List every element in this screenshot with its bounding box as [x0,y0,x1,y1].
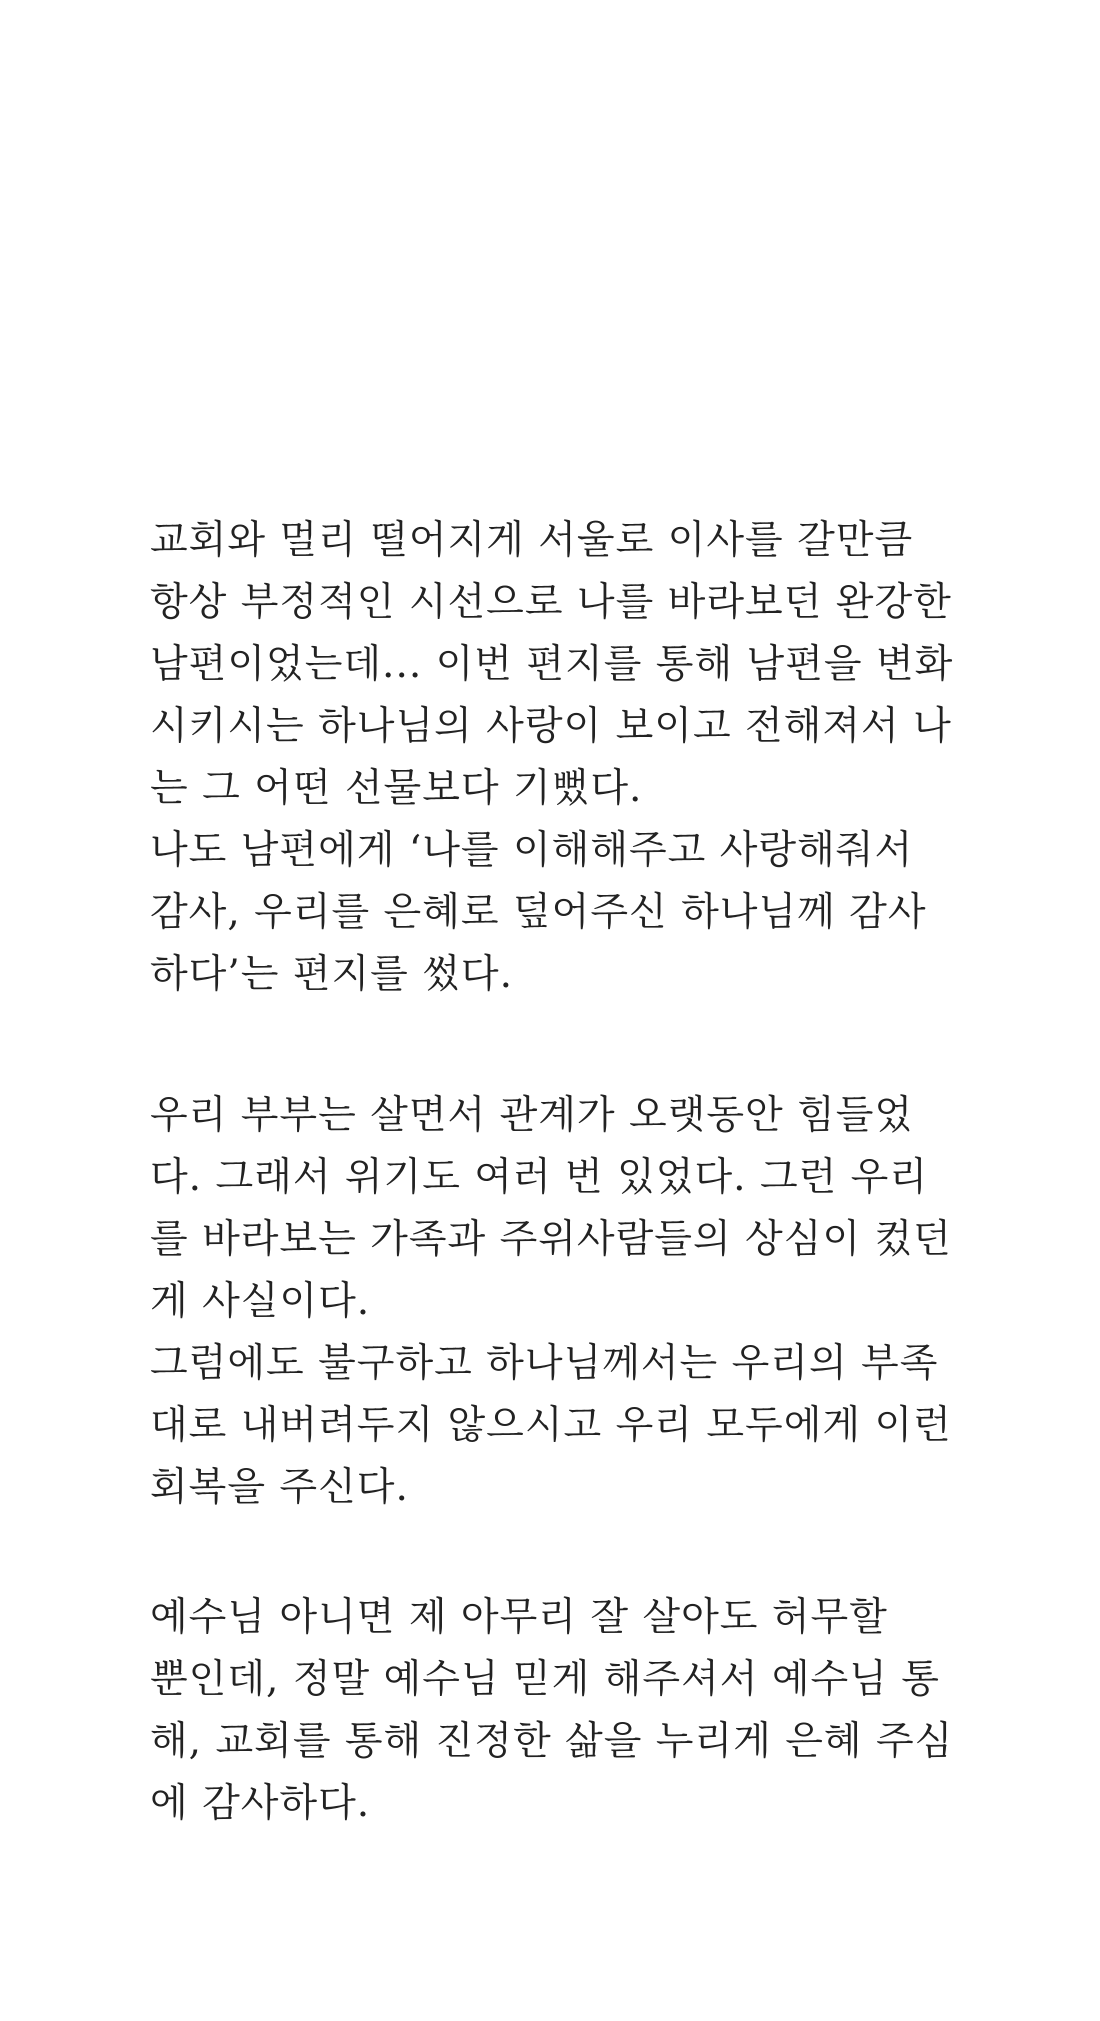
paragraph-line: 우리 부부는 살면서 관계가 오랫동안 힘들었 [150,1093,914,1138]
paragraph-line: 를 바라보는 가족과 주위사람들의 상심이 컸던 [150,1217,952,1262]
paragraph-line: 하다’는 편지를 썼다. [150,952,513,997]
paragraph-line: 게 사실이다. [150,1279,371,1324]
paragraph-line: 는 그 어떤 선물보다 기뻤다. [150,766,643,811]
paragraph-line: 다. 그래서 위기도 여러 번 있었다. 그런 우리 [150,1155,929,1200]
paragraph-line: 시키시는 하나님의 사랑이 보이고 전해져서 나 [150,704,952,749]
paragraph-line: 남편이었는데... 이번 편지를 통해 남편을 변화 [150,642,954,687]
paragraph-line: 해, 교회를 통해 진정한 삶을 누리게 은혜 주심 [150,1719,954,1764]
paragraph-line: 교회와 멀리 떨어지게 서울로 이사를 갈만큼 [150,518,914,563]
paragraph-line: 예수님 아니면 제 아무리 잘 살아도 허무할 [150,1595,888,1640]
paragraph-line: 감사, 우리를 은혜로 덮어주신 하나님께 감사 [150,890,927,935]
paragraph-line: 대로 내버려두지 않으시고 우리 모두에게 이런 [150,1403,952,1448]
paragraph-line: 에 감사하다. [150,1781,371,1826]
paragraph-3 [150,1587,960,1835]
paragraph-2 [150,1085,960,1519]
paragraph-line: 그럼에도 불구하고 하나님께서는 우리의 부족 [150,1341,939,1386]
paragraph-line: 항상 부정적인 시선으로 나를 바라보던 완강한 [150,580,952,625]
paragraph-line: 뿐인데, 정말 예수님 믿게 해주셔서 예수님 통 [150,1657,940,1702]
paragraph-line: 회복을 주신다. [150,1465,409,1510]
paragraph-1 [150,510,960,1006]
paragraph-line: 나도 남편에게 ‘나를 이해해주고 사랑해줘서 [150,828,914,873]
